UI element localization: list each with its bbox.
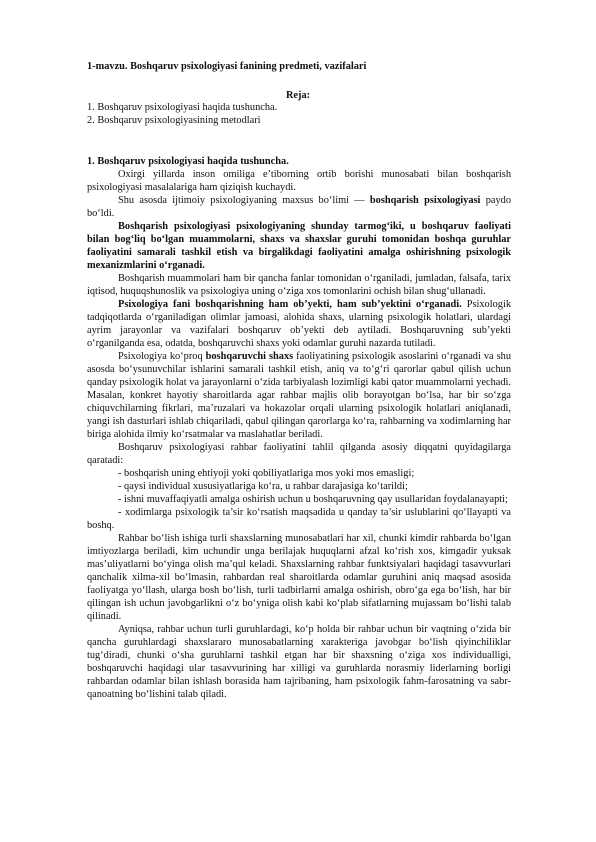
bold-term: Psixologiya fani boshqarishning ham ob’yekti, ham sub’yektini o‘rganadi. xyxy=(118,299,462,310)
body-text xyxy=(87,168,511,701)
paragraph: Shu asosda ijtimoiy psixologiyaning maxsus bo‘limi — boshqarish psixologiyasi paydo bo‘ldi. xyxy=(87,195,511,219)
list-item: - ishni muvaffaqiyatli amalga oshirish uchun u boshqaruvning qay usullaridan foydalanayapti; xyxy=(118,494,508,505)
plan-item: 1. Boshqaruv psixologiyasi haqida tushuncha. xyxy=(87,102,278,113)
document-title: 1-mavzu. Boshqaruv psixologiyasi fanining predmeti, vazifalari xyxy=(87,61,367,72)
paragraph: Boshqaruv psixologiyasi rahbar faoliyatini tahlil qilganda asosiy diqqatni quyidagilarga qaratadi: xyxy=(87,442,511,466)
bold-term: boshqarish psixologiyasi xyxy=(369,195,481,206)
bold-term: boshqaruvchi shaxs xyxy=(205,351,294,362)
section-heading: 1. Boshqaruv psixologiyasi haqida tushuncha. xyxy=(87,156,289,167)
paragraph xyxy=(87,220,511,272)
plan-item: 2. Boshqaruv psixologiyasining metodlari xyxy=(87,115,261,126)
plan-heading: Reja: xyxy=(285,90,311,101)
paragraph: Rahbar bo‘lish ishiga turli shaxslarning munosabatlari har xil, chunki kimdir rahbarda bo‘lgan imtiyozlarga beriladi, kim uchundir unga berilajak huquqlarni afzal ko‘rish xos, kimgadir yuksak mas’uliyatlarni bo‘yinga olish ma’qul keladi. Shaxslarning rahbar funktsiyalari haqidagi tasavvurlari qanchalik xilma-xil bo‘lmasin, rahbardan real sharoitlarda odamlar guruhini aniq maqsad asosida faoliyatga yo‘llash, ularga bosh bo‘lish, turli tadbirlarni amalga oshirish, obro‘ga ega bo‘lish, har bir qilingan ish uchun javobgarlikni o‘z bo‘yniga olish kabi ko‘plab sifatlarning mujassam bo‘lishi talab qilinadi. xyxy=(87,533,511,622)
paragraph: Oxirgi yillarda inson omiliga e’tiborning ortib borishi munosabati bilan boshqarish psixologiyasi masalalariga ham qiziqish kuchaydi. xyxy=(87,169,511,193)
plan-list xyxy=(87,101,277,127)
paragraph: Psixologiya fani boshqarishning ham ob’yekti, ham sub’yektini o‘rganadi. Psixologik tadqiqotlarda o‘rganiladigan olimlar jamoasi, alohida shaxs, ularning psixologik holatlari, ulardagi ayrim jarayonlar va vazifalari boshqaruv ob’yekti deb aytiladi. Boshqaruvning sub’yekti o‘rganilganda esa, odatda, boshqaruvchi shaxs yoki odamlar guruhi nazarda tutiladi. xyxy=(87,299,511,349)
list-item: - xodimlarga psixologik ta’sir ko‘rsatish maqsadida u qanday ta’sir uslublarini qo‘llayapti va boshq. xyxy=(87,507,511,531)
bold-definition: Boshqarish psixologiyasi psixologiyaning shunday tarmog‘iki, u boshqaruv faoliyati bilan bog‘liq bo‘lgan muammolarni, shaxs va shaxslar guruhi tomonidan boshqa guruhlar faoliyatini samarali tashkil etish va birgalikdagi faoliyatini amalga oshirishning psixologik mexanizmlarini o‘rganadi. xyxy=(87,221,511,271)
list-item: - boshqarish uning ehtiyoji yoki qobiliyatlariga mos yoki mos emasligi; xyxy=(118,468,415,479)
list-item: - qaysi individual xususiyatlariga ko‘ra, u rahbar darajasiga ko‘tarildi; xyxy=(118,481,408,492)
paragraph: Ayniqsa, rahbar uchun turli guruhlardagi, ko‘p holda bir rahbar uchun bir vaqtning o‘zida bir qancha guruhlardagi shaxslararo munosabatlarning xarakteriga javobgar bo‘lish qiyinchiliklar tug‘diradi, chunki o‘sha guruhlarni tashkil etgan har bir shaxsning o‘ziga xos individualligi, boshqaruvchi haqidagi ular tasavvurining har xilligi va guruhlarda norasmiy liderlarning borligi rahbardan odamlar bilan ishlash borasida ham tajribaning, ham psixologik fahm-farosatning va sabr-qanoatning bo‘lishini talab qiladi. xyxy=(87,624,511,700)
paragraph: Boshqarish muammolari ham bir qancha fanlar tomonidan o‘rganiladi, jumladan, falsafa, tarix iqtisod, huquqshunoslik va psixologiya uning o‘ziga xos tomonlarini ochish bilan shug‘ullanadi. xyxy=(87,273,511,297)
paragraph: Psixologiya ko‘proq boshqaruvchi shaxs faoliyatining psixologik asoslarini o‘rganadi va shu asosda bo‘ysunuvchilar ishlarini samarali tashkil etish, aniq va to‘g‘ri qarorlar qabul qilish uchun qanday psixologik holat va jarayonlarni o‘zida tarbiyalash lozimligi kabi qator muammolarni yechadi. Masalan, konkret hayotiy sharoitlarda agar rahbar majlis olib borayotgan bo‘lsa, har bir so‘zga chiquvchilarning fikrlari, ma’ruzalari va hokazolar orqali ularning psixologik holatlari aniqlanadi, yangi ish dasturlari ishlab chiqariladi, qabul qilingan qarorlarga ko‘ra, rahbarning va xodimlarning har biriga alohida ilmiy ko‘rsatmalar va maslahatlar beriladi. xyxy=(87,351,511,440)
